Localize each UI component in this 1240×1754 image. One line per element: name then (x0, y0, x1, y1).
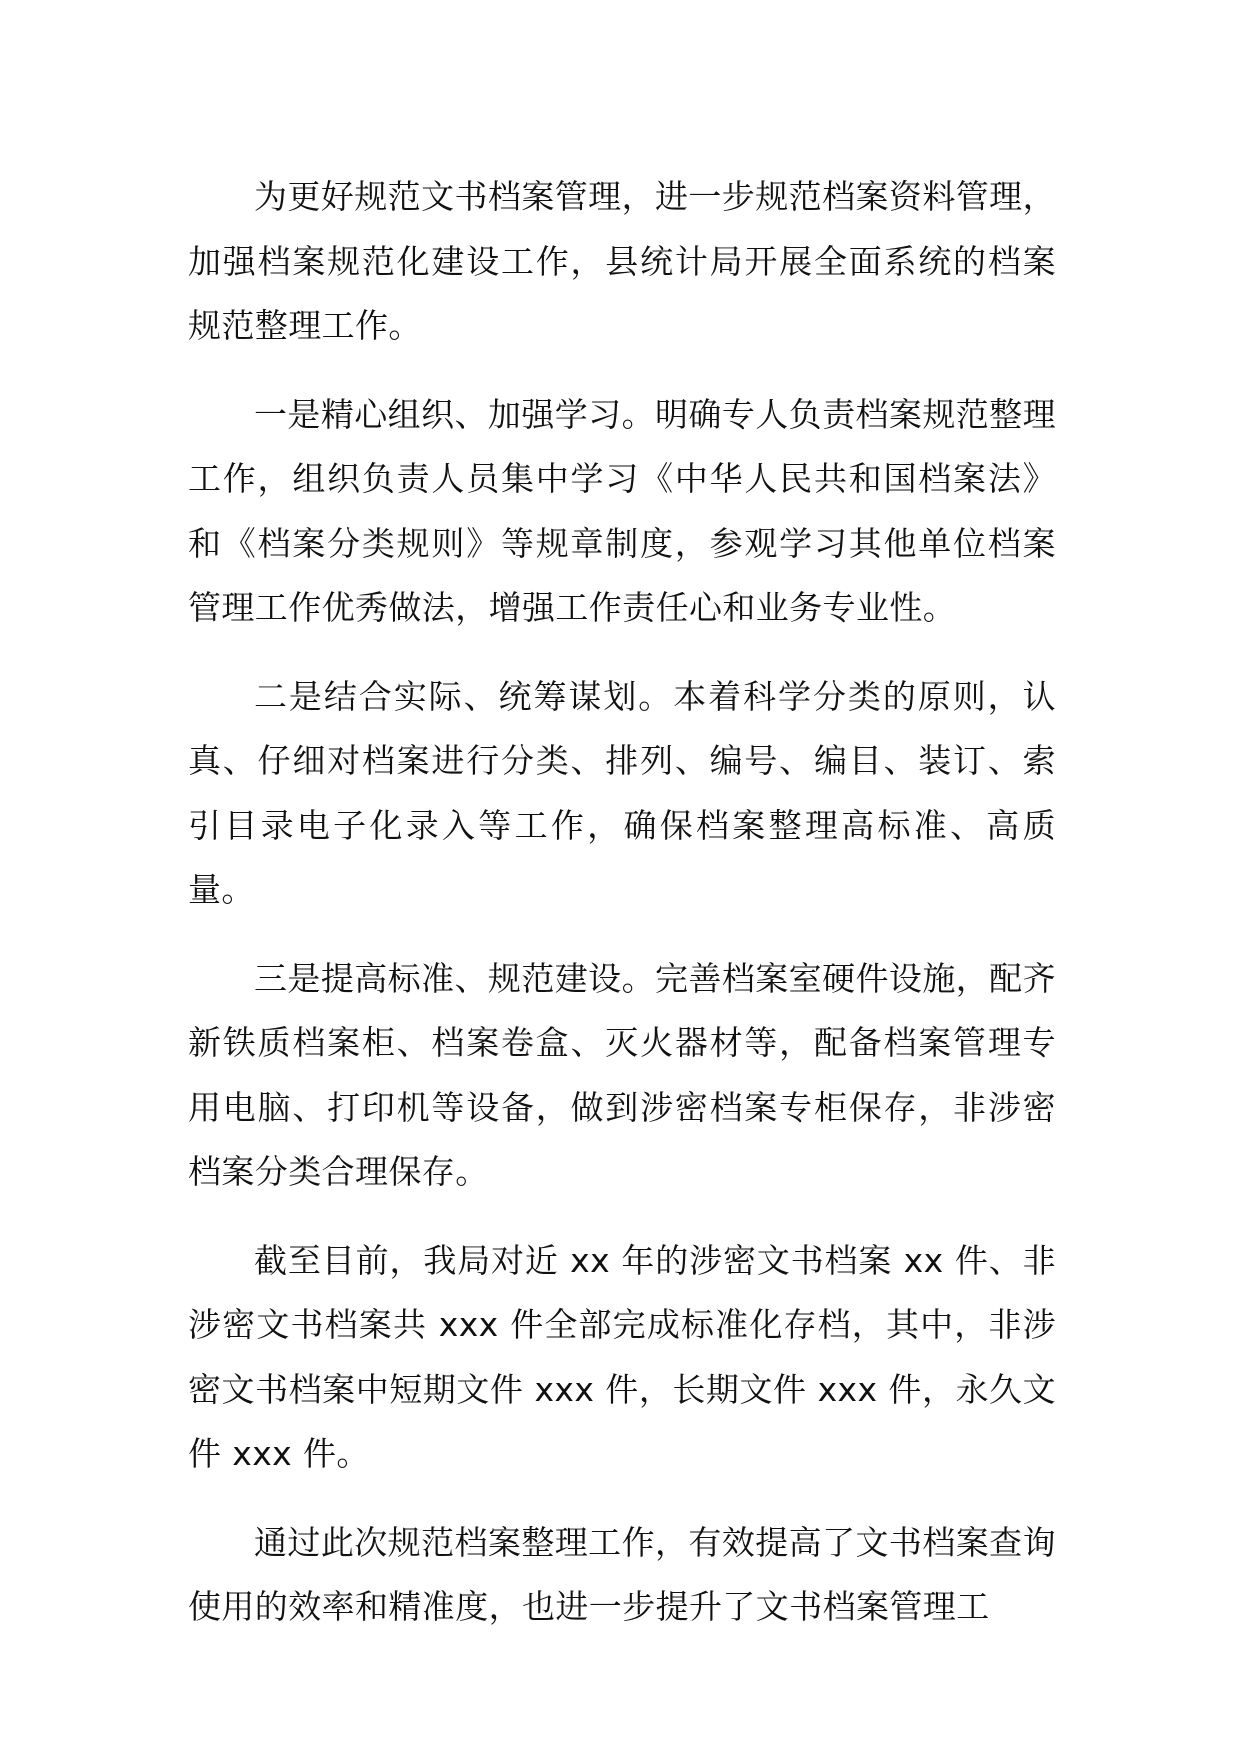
paragraph-intro: 为更好规范文书档案管理，进一步规范档案资料管理，加强档案规范化建设工作，县统计局开展全面系统的档案规范整理工作。 (188, 177, 1056, 345)
paragraph-conclusion: 通过此次规范档案整理工作，有效提高了文书档案查询使用的效率和精准度，也进一步提升了文书档案管理工 (188, 1522, 1056, 1626)
paragraph-progress: 截至目前，我局对近 xx 年的涉密文书档案 xx 件、非涉密文书档案共 xxx 件全部完成标准化存档，其中，非涉密文书档案中短期文件 xxx 件，长期文件 xxx 件，永久文件 xxx 件。 (188, 1240, 1056, 1473)
document-body (188, 165, 1056, 1664)
paragraph-organize-study: 一是精心组织、加强学习。明确专人负责档案规范整理工作，组织负责人员集中学习《中华人民共和国档案法》和《档案分类规则》等规章制度，参观学习其他单位档案管理工作优秀做法，增强工作责任心和业务专业性。 (188, 394, 1056, 627)
paragraph-standards: 三是提高标准、规范建设。完善档案室硬件设施，配齐新铁质档案柜、档案卷盒、灭火器材等，配备档案管理专用电脑、打印机等设备，做到涉密档案专柜保存，非涉密档案分类合理保存。 (188, 958, 1056, 1191)
paragraph-plan: 二是结合实际、统筹谋划。本着科学分类的原则，认真、仔细对档案进行分类、排列、编号、编目、装订、索引目录电子化录入等工作，确保档案整理高标准、高质量。 (188, 676, 1056, 909)
